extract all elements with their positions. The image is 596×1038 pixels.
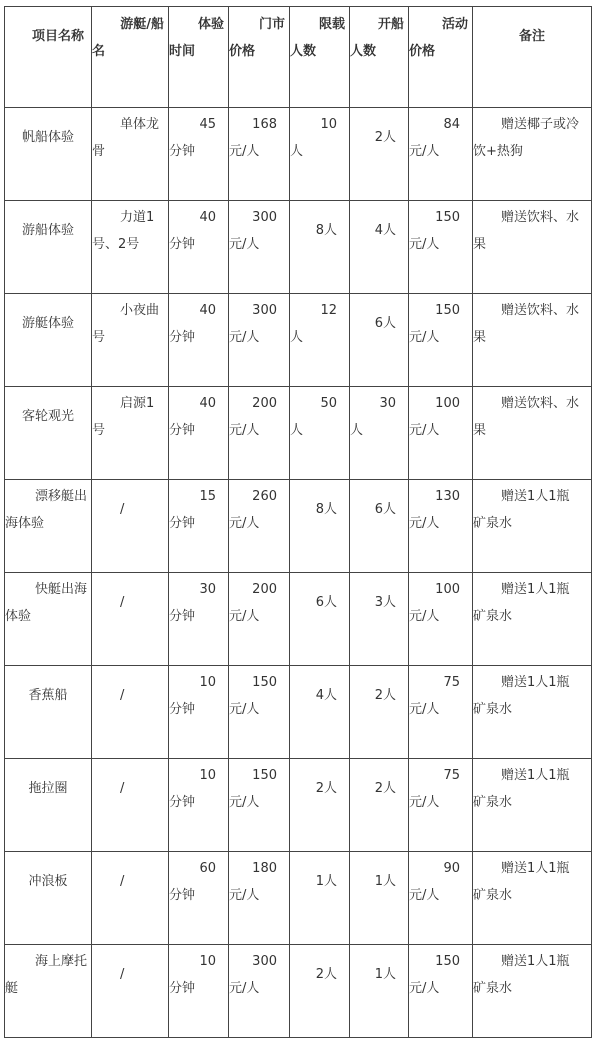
duration-cell: 30 分钟	[169, 573, 229, 666]
note-cell: 赠送1人1瓶 矿泉水	[473, 573, 592, 666]
promo-price-cell: 130 元/人	[409, 480, 473, 573]
duration-cell: 10 分钟	[169, 759, 229, 852]
header-duration: 体验 时间	[169, 7, 229, 108]
capacity-cell: 2人	[290, 945, 350, 1038]
list-price-cell: 200 元/人	[229, 573, 290, 666]
note-cell: 赠送1人1瓶 矿泉水	[473, 852, 592, 945]
duration-cell: 60 分钟	[169, 852, 229, 945]
list-price-cell: 168 元/人	[229, 108, 290, 201]
boat-name-cell: 单体龙 骨	[92, 108, 169, 201]
header-boat-name: 游艇/船 名	[92, 7, 169, 108]
capacity-cell: 2人	[290, 759, 350, 852]
table-row	[5, 759, 592, 852]
project-name-cell: 游船体验	[5, 201, 92, 294]
list-price-cell: 150 元/人	[229, 666, 290, 759]
header-project-name: 项目名称	[5, 7, 92, 108]
promo-price-cell: 100 元/人	[409, 387, 473, 480]
capacity-cell: 8人	[290, 201, 350, 294]
duration-cell: 10 分钟	[169, 666, 229, 759]
table-row	[5, 666, 592, 759]
duration-cell: 40 分钟	[169, 387, 229, 480]
header-min-passengers: 开船 人数	[350, 7, 409, 108]
capacity-cell: 6人	[290, 573, 350, 666]
boat-name-cell: /	[92, 852, 169, 945]
list-price-cell: 300 元/人	[229, 294, 290, 387]
duration-cell: 45 分钟	[169, 108, 229, 201]
header-row	[5, 7, 592, 108]
min-passengers-cell: 30 人	[350, 387, 409, 480]
capacity-cell: 12 人	[290, 294, 350, 387]
project-name-cell: 快艇出海 体验	[5, 573, 92, 666]
table-row	[5, 201, 592, 294]
table-row	[5, 945, 592, 1038]
promo-price-cell: 100 元/人	[409, 573, 473, 666]
project-name-cell: 海上摩托 艇	[5, 945, 92, 1038]
min-passengers-cell: 6人	[350, 480, 409, 573]
project-name-cell: 客轮观光	[5, 387, 92, 480]
table-row	[5, 387, 592, 480]
note-cell: 赠送饮料、水 果	[473, 387, 592, 480]
min-passengers-cell: 1人	[350, 945, 409, 1038]
min-passengers-cell: 3人	[350, 573, 409, 666]
project-name-cell: 游艇体验	[5, 294, 92, 387]
table-row	[5, 294, 592, 387]
table-row	[5, 573, 592, 666]
promo-price-cell: 150 元/人	[409, 945, 473, 1038]
price-table	[4, 6, 592, 1038]
promo-price-cell: 84 元/人	[409, 108, 473, 201]
promo-price-cell: 150 元/人	[409, 294, 473, 387]
capacity-cell: 8人	[290, 480, 350, 573]
promo-price-cell: 75 元/人	[409, 666, 473, 759]
list-price-cell: 180 元/人	[229, 852, 290, 945]
note-cell: 赠送1人1瓶 矿泉水	[473, 945, 592, 1038]
list-price-cell: 300 元/人	[229, 201, 290, 294]
project-name-cell: 拖拉圈	[5, 759, 92, 852]
header-capacity: 限载 人数	[290, 7, 350, 108]
boat-name-cell: /	[92, 480, 169, 573]
note-cell: 赠送1人1瓶 矿泉水	[473, 480, 592, 573]
duration-cell: 40 分钟	[169, 294, 229, 387]
min-passengers-cell: 1人	[350, 852, 409, 945]
note-cell: 赠送饮料、水 果	[473, 294, 592, 387]
boat-name-cell: /	[92, 573, 169, 666]
list-price-cell: 200 元/人	[229, 387, 290, 480]
table-row	[5, 852, 592, 945]
boat-name-cell: 小夜曲 号	[92, 294, 169, 387]
table-row	[5, 108, 592, 201]
table-row	[5, 480, 592, 573]
header-promo-price: 活动 价格	[409, 7, 473, 108]
duration-cell: 40 分钟	[169, 201, 229, 294]
duration-cell: 10 分钟	[169, 945, 229, 1038]
note-cell: 赠送1人1瓶 矿泉水	[473, 759, 592, 852]
promo-price-cell: 90 元/人	[409, 852, 473, 945]
min-passengers-cell: 2人	[350, 108, 409, 201]
capacity-cell: 10 人	[290, 108, 350, 201]
list-price-cell: 260 元/人	[229, 480, 290, 573]
duration-cell: 15 分钟	[169, 480, 229, 573]
project-name-cell: 香蕉船	[5, 666, 92, 759]
list-price-cell: 300 元/人	[229, 945, 290, 1038]
promo-price-cell: 150 元/人	[409, 201, 473, 294]
capacity-cell: 50 人	[290, 387, 350, 480]
header-notes: 备注	[473, 7, 592, 108]
min-passengers-cell: 6人	[350, 294, 409, 387]
list-price-cell: 150 元/人	[229, 759, 290, 852]
boat-name-cell: /	[92, 759, 169, 852]
project-name-cell: 冲浪板	[5, 852, 92, 945]
boat-name-cell: 力道1 号、2号	[92, 201, 169, 294]
header-list-price: 门市 价格	[229, 7, 290, 108]
capacity-cell: 1人	[290, 852, 350, 945]
min-passengers-cell: 2人	[350, 759, 409, 852]
min-passengers-cell: 4人	[350, 201, 409, 294]
boat-name-cell: /	[92, 666, 169, 759]
note-cell: 赠送椰子或冷 饮+热狗	[473, 108, 592, 201]
project-name-cell: 漂移艇出 海体验	[5, 480, 92, 573]
capacity-cell: 4人	[290, 666, 350, 759]
project-name-cell: 帆船体验	[5, 108, 92, 201]
promo-price-cell: 75 元/人	[409, 759, 473, 852]
note-cell: 赠送饮料、水 果	[473, 201, 592, 294]
boat-name-cell: 启源1 号	[92, 387, 169, 480]
boat-name-cell: /	[92, 945, 169, 1038]
min-passengers-cell: 2人	[350, 666, 409, 759]
note-cell: 赠送1人1瓶 矿泉水	[473, 666, 592, 759]
